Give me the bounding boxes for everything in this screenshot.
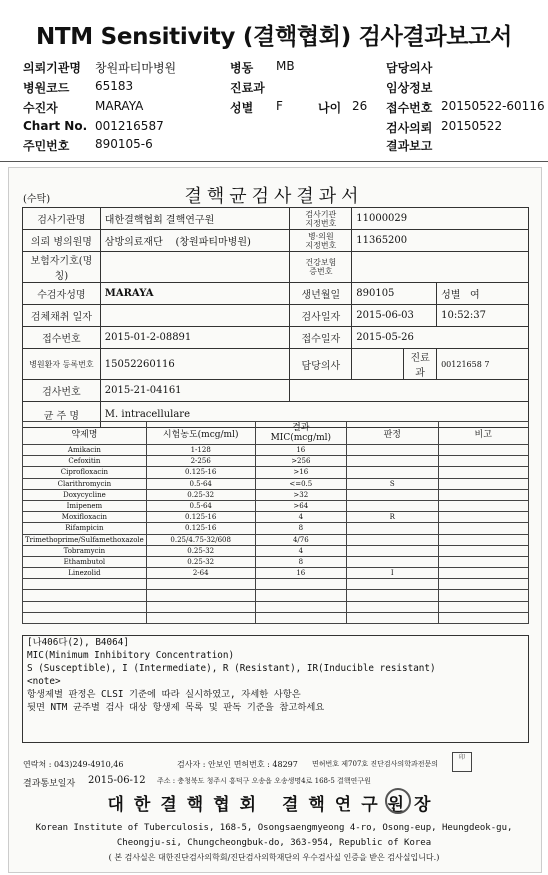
table-row: [23, 456, 529, 467]
table-cell: 0.25-32: [146, 489, 255, 500]
table-row: [23, 545, 529, 556]
sex-label: 성별: [230, 101, 254, 115]
ward-value: MB: [276, 59, 295, 73]
notes-box: [22, 635, 529, 743]
table-cell: [347, 445, 438, 456]
agency-value: 창원파티마병원: [95, 61, 177, 75]
table-row: [23, 512, 529, 523]
table-row: [23, 590, 529, 601]
table-cell: 0.5-64: [146, 478, 255, 489]
request-date-label: 검사의뢰: [386, 121, 433, 135]
table-cell: <=0.5: [255, 478, 346, 489]
consignment-mark: (수탁): [23, 194, 51, 205]
table-cell: [255, 579, 346, 590]
table-cell: [146, 601, 255, 612]
table-cell: [347, 545, 438, 556]
table-cell: [23, 612, 147, 623]
col-header: 시험농도(mcg/ml): [146, 422, 255, 445]
drug-table: [22, 421, 529, 624]
sex-label: 성별: [441, 290, 461, 301]
table-cell: [438, 579, 529, 590]
table-cell: [146, 612, 255, 623]
table-cell: [347, 590, 438, 601]
receipt-no-label: 접수번호: [386, 101, 433, 115]
table-row: [23, 445, 529, 456]
cell-value: 00121658 7: [437, 349, 529, 380]
table-cell: [347, 579, 438, 590]
address-en-2: Cheongju-si, Chungcheongbuk-do, 363-954, Republic of Korea: [116, 838, 432, 848]
note-line: MIC(Minimum Inhibitory Concentration): [27, 650, 235, 661]
certification: ( 본 검사실은 대한진단검사의학회/진단검사의학재단의 우수검사실 인증을 받은 검사실입니다.): [108, 853, 440, 862]
table-cell: [347, 523, 438, 534]
table-cell: [347, 556, 438, 567]
ward-label: 병동: [230, 61, 254, 75]
cell-label: 의뢰 병의원명: [23, 230, 101, 252]
table-cell: [23, 579, 147, 590]
table-row: [23, 478, 529, 489]
note-line: 뒷면 NTM 균주별 검사 대상 항생제 목록 및 판독 기준을 참고하세요: [27, 702, 325, 713]
cell-value: 대한결핵협회 결핵연구원: [100, 208, 290, 230]
dept-label: 진료과: [230, 81, 265, 95]
resident-no-value: 890105-6: [95, 137, 153, 151]
table-cell: [347, 601, 438, 612]
chart-no-value: 001216587: [95, 119, 164, 133]
table-cell: [146, 579, 255, 590]
table-row: [23, 579, 529, 590]
cell-label: 생년월일: [290, 283, 352, 305]
cell-value: 15052260116: [100, 349, 290, 380]
cell-value: 2015-06-03: [352, 305, 437, 327]
table-cell: 4/76: [255, 534, 346, 545]
table-cell: 4: [255, 512, 346, 523]
table-row: [23, 467, 529, 478]
col-header: 약제명: [23, 422, 147, 445]
table-cell: [438, 445, 529, 456]
table-cell: 0.125-16: [146, 512, 255, 523]
cell-value: 890105: [352, 283, 437, 305]
table-cell: [438, 590, 529, 601]
table-cell: [255, 590, 346, 601]
col-header: 결과 MIC(mcg/ml): [255, 422, 346, 445]
table-cell: Cefoxitin: [23, 456, 147, 467]
resident-no-label: 주민번호: [23, 139, 70, 153]
table-row: [23, 601, 529, 612]
cell-value: 11000029: [352, 208, 529, 230]
table-cell: [438, 545, 529, 556]
table-cell: [438, 456, 529, 467]
cell-label: 균 주 명: [23, 402, 101, 428]
table-cell: [438, 601, 529, 612]
table-cell: Tobramycin: [23, 545, 147, 556]
doctor-label: 담당의사: [386, 61, 433, 75]
note-line: [나406다(2), B4064]: [27, 637, 129, 648]
table-cell: 0.25-32: [146, 545, 255, 556]
report-date: 2015-06-12: [88, 775, 146, 786]
table-cell: Rifampicin: [23, 523, 147, 534]
table-row: [23, 489, 529, 500]
table-cell: 0.125-16: [146, 467, 255, 478]
official-seal-icon: 印: [452, 752, 472, 772]
table-cell: 2-256: [146, 456, 255, 467]
table-cell: [438, 467, 529, 478]
table-cell: S: [347, 478, 438, 489]
table-cell: >64: [255, 500, 346, 511]
table-cell: [438, 512, 529, 523]
table-row: [23, 556, 529, 567]
table-row: [23, 523, 529, 534]
table-cell: Amikacin: [23, 445, 147, 456]
table-cell: Doxycycline: [23, 489, 147, 500]
table-cell: Ciprofloxacin: [23, 467, 147, 478]
req-hospital: 삼방의료재단: [104, 237, 163, 248]
table-cell: [146, 590, 255, 601]
cell-value: 11365200: [352, 230, 529, 252]
cell-label: 검사일자: [290, 305, 352, 327]
table-cell: 0.5-64: [146, 500, 255, 511]
cell-value: [352, 252, 529, 283]
table-cell: [438, 489, 529, 500]
hospital-code-label: 병원코드: [23, 81, 70, 95]
table-cell: [347, 534, 438, 545]
hospital-code-value: 65183: [95, 79, 134, 93]
table-cell: 4: [255, 545, 346, 556]
page-title: NTM Sensitivity (결핵협회) 검사결과보고서: [35, 24, 513, 50]
cell-value: [352, 349, 404, 380]
organization-name: 대한결핵협회 결핵연구원장: [107, 795, 441, 815]
table-cell: 2-64: [146, 568, 255, 579]
table-cell: [347, 489, 438, 500]
table-cell: 0.125-16: [146, 523, 255, 534]
table-cell: [23, 590, 147, 601]
table-cell: [347, 456, 438, 467]
clinical-info-label: 임상정보: [386, 81, 433, 95]
table-cell: >256: [255, 456, 346, 467]
sex-value: F: [276, 99, 283, 113]
age-value: 26: [352, 99, 368, 113]
report-info-table: [22, 207, 529, 428]
header-divider: [0, 161, 548, 162]
table-cell: [438, 612, 529, 623]
receipt-no-value: 20150522-60116: [441, 99, 545, 113]
cell-label: 담당의사: [290, 349, 352, 380]
table-cell: 8: [255, 556, 346, 567]
cell-label: 검사기관명: [23, 208, 101, 230]
cell-value: [100, 252, 290, 283]
table-cell: 16: [255, 445, 346, 456]
table-cell: [347, 612, 438, 623]
examiner: 검사자 : 안보인 면허번호 : 48297: [177, 760, 298, 769]
cell-label: 건강보험 증번호: [290, 252, 352, 283]
table-cell: [438, 556, 529, 567]
cell-value: [290, 380, 529, 402]
cell-value: 2015-05-26: [352, 327, 529, 349]
cell-label: 검사기관 지정번호: [290, 208, 352, 230]
note-line: 항생제별 판정은 CLSI 기준에 따라 실시하였고, 자세한 사항은: [27, 689, 301, 700]
cell-label: 접수일자: [290, 327, 352, 349]
table-cell: Moxifloxacin: [23, 512, 147, 523]
cell-value: [437, 283, 529, 305]
cell-value: [100, 230, 290, 252]
table-cell: [255, 612, 346, 623]
cell-label: 보험자기호(명칭): [23, 252, 101, 283]
table-cell: R: [347, 512, 438, 523]
table-cell: 1-128: [146, 445, 255, 456]
cell-label: 검체채취 일자: [23, 305, 101, 327]
license: 면허번호 제707호 진단검사의학과전문의: [312, 760, 439, 768]
cell-label: 검사번호: [23, 380, 101, 402]
table-cell: [438, 534, 529, 545]
table-cell: Clarithromycin: [23, 478, 147, 489]
age-label: 나이: [318, 101, 342, 115]
table-cell: 0.25/4.75-32/608: [146, 534, 255, 545]
table-cell: Linezolid: [23, 568, 147, 579]
table-cell: [438, 523, 529, 534]
table-cell: [438, 500, 529, 511]
table-cell: 0.25-32: [146, 556, 255, 567]
table-cell: 8: [255, 523, 346, 534]
request-date-value: 20150522: [441, 119, 503, 133]
cell-value: 10:52:37: [437, 305, 529, 327]
table-cell: Ethambutol: [23, 556, 147, 567]
table-cell: [23, 601, 147, 612]
address-kr: 주소 : 충청북도 청주시 흥덕구 오송읍 오송생명4로 168-5 결핵연구원: [157, 777, 371, 785]
director-seal-icon: [385, 788, 411, 814]
contact: 연락처 : 043)249-4910,46: [23, 760, 124, 769]
table-cell: [438, 478, 529, 489]
cell-value: 2015-01-2-08891: [100, 327, 290, 349]
chart-no-label: Chart No.: [23, 119, 88, 133]
agency-label: 의뢰기관명: [23, 61, 81, 75]
table-row: [23, 612, 529, 623]
cell-label: 병·의원 지정번호: [290, 230, 352, 252]
cell-label: 진료과: [404, 349, 437, 380]
patient-label: 수진자: [23, 101, 58, 115]
cell-label: 병원환자 등록번호: [23, 349, 101, 380]
result-report-label: 결과보고: [386, 139, 433, 153]
table-cell: [255, 601, 346, 612]
table-cell: 16: [255, 568, 346, 579]
cell-value: [100, 305, 290, 327]
req-hospital-sub: (창원파티마병원): [175, 237, 251, 248]
note-line: S (Susceptible), I (Intermediate), R (Resistant), IR(Inducible resistant): [27, 663, 436, 674]
report-title: 결핵균검사결과서: [184, 186, 364, 207]
table-cell: >16: [255, 467, 346, 478]
table-cell: Imipenem: [23, 500, 147, 511]
cell-label: 접수번호: [23, 327, 101, 349]
cell-value: 2015-21-04161: [100, 380, 290, 402]
cell-label: 수검자성명: [23, 283, 101, 305]
table-row: [23, 500, 529, 511]
cell-value: MARAYA: [100, 283, 290, 305]
table-cell: [347, 500, 438, 511]
address-en-1: Korean Institute of Tuberculosis, 168-5, Osongsaengmyeong 4-ro, Osong-eup, Heungdeok-gu,: [35, 823, 513, 833]
report-date-label: 결과통보일자: [23, 779, 76, 789]
table-row: [23, 534, 529, 545]
note-line: <note>: [27, 676, 61, 687]
table-row: [23, 568, 529, 579]
cell-value: M. intracellulare: [100, 402, 528, 428]
table-cell: [347, 467, 438, 478]
col-header: 판정: [347, 422, 438, 445]
col-header: 비고: [438, 422, 529, 445]
table-cell: I: [347, 568, 438, 579]
table-cell: Trimethoprime/Sulfamethoxazole: [23, 534, 147, 545]
table-cell: [438, 568, 529, 579]
table-cell: >32: [255, 489, 346, 500]
patient-value: MARAYA: [95, 99, 144, 113]
sex-value: 여: [469, 290, 480, 301]
